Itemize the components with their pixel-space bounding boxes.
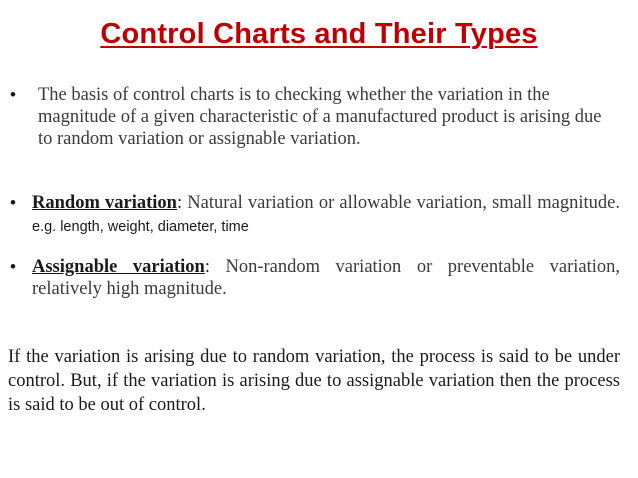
bullet-marker: • (10, 85, 16, 104)
assignable-variation-description: Non-random variation or preventable variation, relatively high magnitude. (32, 257, 620, 299)
bullet-marker: • (10, 193, 16, 212)
slide-title: Control Charts and Their Types (100, 18, 538, 50)
bullet-assignable-variation (10, 256, 620, 300)
conclusion-paragraph: If the variation is arising due to random variation, the process is said to be under control. But, if the variation is arising due to assignable variation then the process is said to be out of control. (8, 347, 620, 415)
term-separator: : (176, 193, 183, 213)
bullet-random-variation (10, 192, 620, 238)
bullet-text: The basis of control charts is to checking whether the variation in the magnitude of a given characteristic of a manufactured product is arising due to random variation or assignable variation. (38, 85, 602, 149)
bullet-control-charts-basis (10, 84, 620, 150)
term-separator: : (204, 257, 210, 277)
term-random-variation: Random variation (32, 193, 177, 213)
term-assignable-variation: Assignable variation (32, 257, 205, 277)
random-variation-examples: e.g. length, weight, diameter, time (32, 219, 249, 235)
bullet-marker: • (10, 257, 16, 276)
random-variation-description: Natural variation or allowable variation, small magnitude. (182, 193, 620, 213)
